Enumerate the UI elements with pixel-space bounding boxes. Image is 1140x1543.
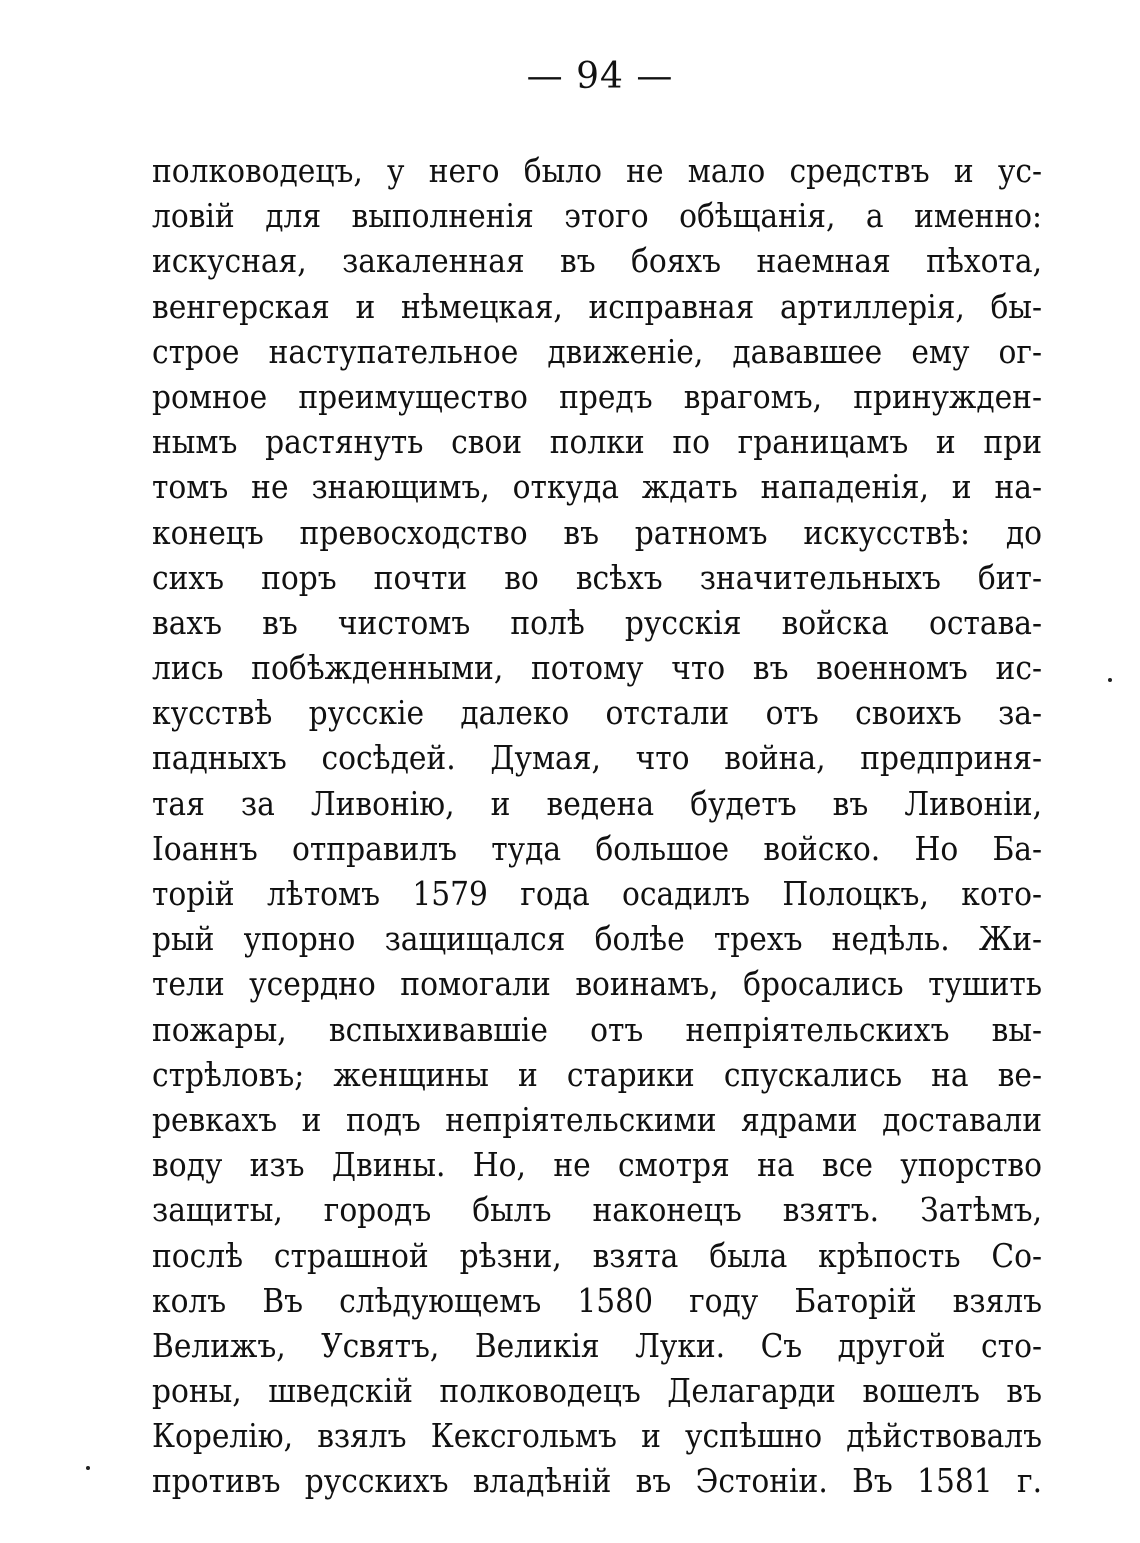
text-line: воду изъ Двины. Но, не смотря на все упорство: [152, 1145, 1042, 1185]
text-line: Велижъ, Усвятъ, Великія Луки. Съ другой сто-: [152, 1325, 1042, 1365]
text-line: кусствѣ русскіе далеко отстали отъ своихъ за-: [152, 693, 1042, 733]
text-line: ловій для выполненія этого обѣщанія, а именно:: [152, 196, 1042, 236]
text-line: колъ Въ слѣдующемъ 1580 году Баторій взялъ: [152, 1280, 1042, 1320]
text-line: полководецъ, у него было не мало средствъ и ус-: [152, 151, 1042, 190]
body-text: [152, 148, 1042, 1504]
text-line: торій лѣтомъ 1579 года осадилъ Полоцкъ, кото-: [152, 874, 1042, 913]
text-line: ромное преимущество предъ врагомъ, принужден-: [152, 376, 1042, 416]
text-line: Іоаннъ отправилъ туда большое войско. Но Ба-: [152, 828, 1042, 868]
text-line: роны, шведскій полководецъ Делагарди вошелъ въ: [152, 1371, 1042, 1411]
text-line: ревкахъ и подъ непріятельскими ядрами доставали: [152, 1099, 1042, 1139]
text-line: конецъ превосходство въ ратномъ искусствѣ: до: [152, 512, 1042, 552]
text-line: рый упорно защищался болѣе трехъ недѣль. Жи-: [152, 919, 1042, 959]
text-line: пожары, вспыхивавшіе отъ непріятельскихъ вы-: [152, 1009, 1042, 1049]
text-line: лись побѣжденными, потому что въ военномъ ис-: [152, 648, 1042, 688]
text-line: послѣ страшной рѣзни, взята была крѣпость Со-: [152, 1235, 1042, 1275]
text-line: строе наступательное движеніе, дававшее ему ог-: [152, 331, 1042, 371]
scan-speck: [1108, 678, 1112, 682]
text-line: искусная, закаленная въ бояхъ наемная пѣхота,: [152, 241, 1042, 281]
text-line: тели усердно помогали воинамъ, бросались тушить: [152, 964, 1042, 1004]
text-line: Корелію, взялъ Кексгольмъ и успѣшно дѣйствовалъ: [152, 1416, 1042, 1456]
text-line: вахъ въ чистомъ полѣ русскія войска остава-: [152, 602, 1042, 642]
text-line: падныхъ сосѣдей. Думая, что война, предприня-: [152, 738, 1042, 778]
scan-speck: [86, 1466, 90, 1470]
page-number: — 94 —: [526, 56, 674, 97]
text-line: защиты, городъ былъ наконецъ взятъ. Затѣмъ,: [152, 1190, 1042, 1230]
text-line: сихъ поръ почти во всѣхъ значительныхъ бит-: [152, 557, 1042, 597]
text-line: стрѣловъ; женщины и старики спускались на ве-: [152, 1054, 1042, 1094]
text-line: тая за Ливонію, и ведена будетъ въ Ливоніи,: [152, 783, 1042, 823]
text-line: венгерская и нѣмецкая, исправная артиллерія, бы-: [152, 286, 1042, 326]
text-line: томъ не знающимъ, откуда ждать нападенія, и на-: [152, 467, 1042, 507]
text-line: противъ русскихъ владѣній въ Эстоніи. Въ 1581 г.: [152, 1461, 1042, 1501]
text-line: нымъ растянуть свои полки по границамъ и при: [152, 422, 1042, 462]
